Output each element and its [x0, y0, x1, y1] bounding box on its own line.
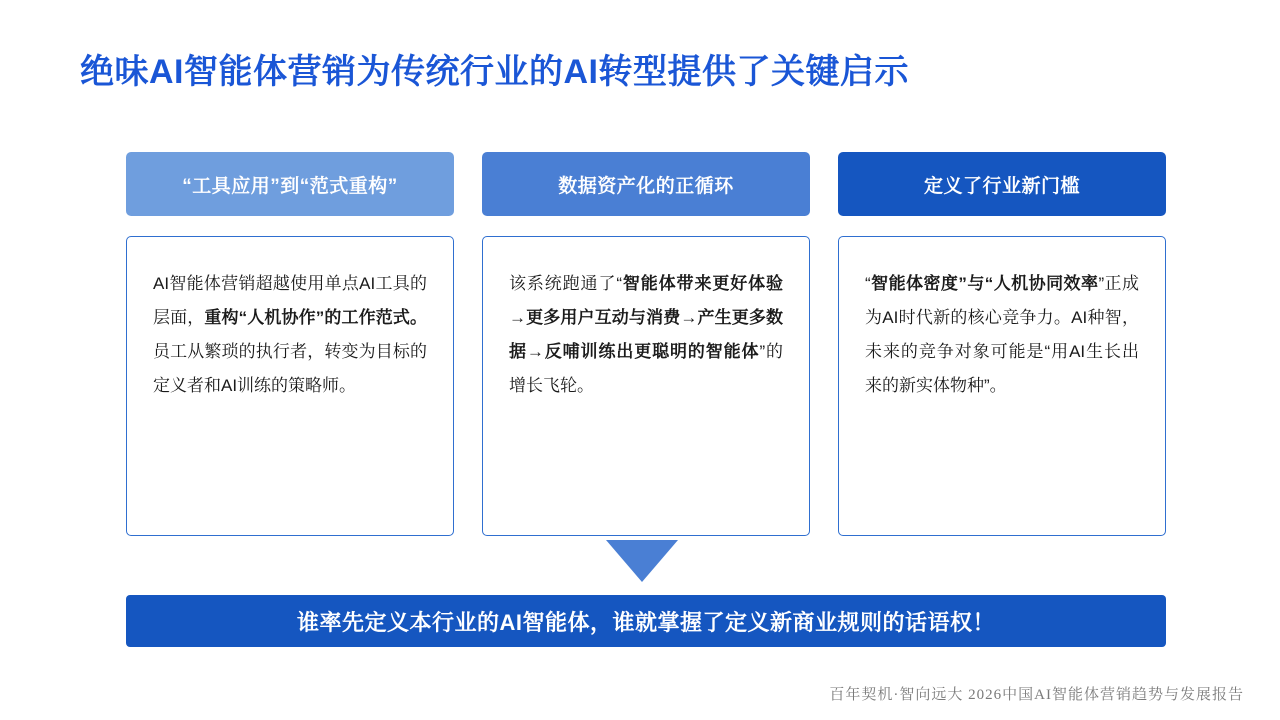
column-2-text-part-2: 智能体带来更好体验→更多用户互动与消费→产生更多数据→反哺训练出更聪明的智能体: [509, 274, 783, 361]
column-3-text-part-2: 智能体密度”与“人机协同效率: [870, 274, 1099, 293]
column-3-text-part-1: “: [865, 274, 871, 293]
page-title: 绝味AI智能体营销为传统行业的AI转型提供了关键启示: [80, 53, 909, 91]
column-3-header: 定义了行业新门槛: [838, 152, 1166, 216]
column-2-body: [482, 236, 810, 536]
column-3-body: [838, 236, 1166, 536]
column-1-text-part-2: 重构“人机协作”的工作范式。: [204, 308, 427, 327]
columns-container: [126, 152, 1166, 536]
conclusion-banner: 谁率先定义本行业的AI智能体，谁就掌握了定义新商业规则的话语权！: [126, 595, 1166, 647]
column-1-header: “工具应用”到“范式重构”: [126, 152, 454, 216]
column-2: [482, 152, 810, 536]
column-2-text-part-3: ”的增长飞轮。: [509, 342, 784, 395]
down-arrow-wrap: [0, 540, 1280, 588]
column-1-body: [126, 236, 454, 536]
column-2-header: 数据资产化的正循环: [482, 152, 810, 216]
arrow-down-icon: [606, 540, 678, 582]
column-2-text-part-1: 该系统跑通了“: [509, 274, 622, 293]
column-3: [838, 152, 1166, 536]
column-1-text-part-3: 员工从繁琐的执行者，转变为目标的定义者和AI训练的策略师。: [153, 342, 427, 395]
column-1: [126, 152, 454, 536]
slide-footer: 百年契机·智向远大 2026中国AI智能体营销趋势与发展报告: [829, 687, 1244, 703]
column-1-text-part-1: AI智能体营销超越使用单点AI工具的层面，: [153, 274, 427, 327]
column-3-text-part-3: ”正成为AI时代新的核心竞争力。AI种智，未来的竞争对象可能是“用AI生长出来的新实体物种”。: [865, 274, 1139, 395]
